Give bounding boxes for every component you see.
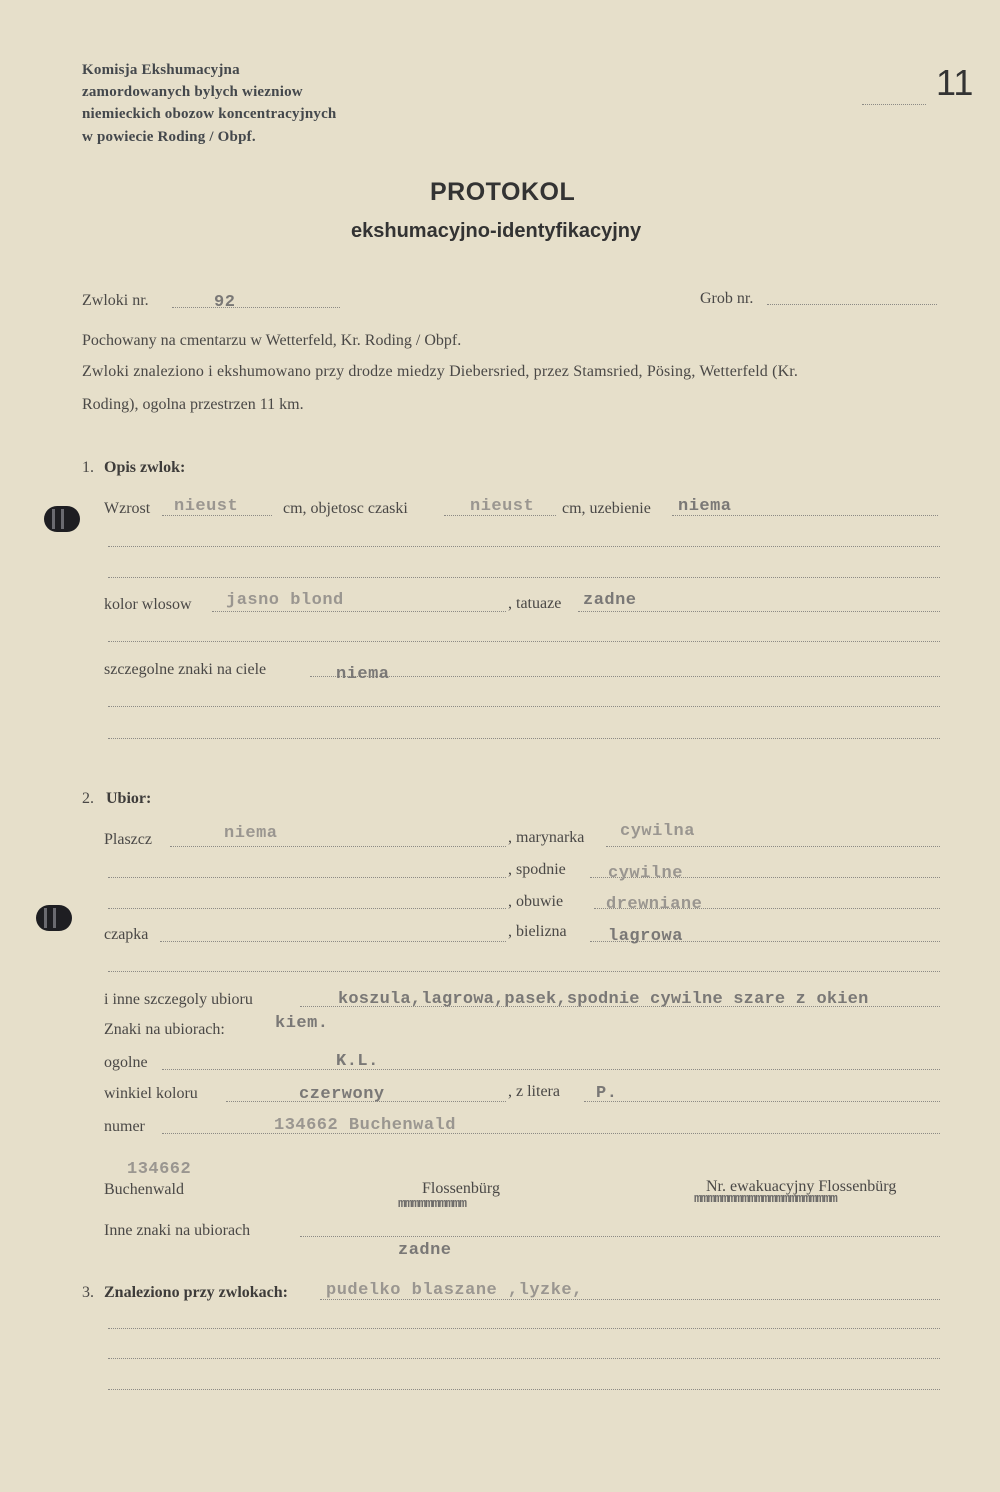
grob-field-line xyxy=(767,304,937,305)
skull-volume-value: nieust xyxy=(470,497,535,516)
shoes-label: , obuwie xyxy=(508,893,564,910)
letter-label: , z litera xyxy=(508,1083,560,1100)
section2-heading: Ubior: xyxy=(106,790,152,807)
commission-name-line3: niemieckich obozow koncentracyjnych xyxy=(82,106,337,122)
body-marks-value: niema xyxy=(336,665,390,684)
clothing-blank-line3 xyxy=(108,971,940,972)
page-title: PROTOKOL xyxy=(430,178,576,206)
jacket-field-line xyxy=(606,846,940,847)
other-clothing-marks-value: zadne xyxy=(398,1241,452,1260)
page-number: 11 xyxy=(936,62,974,103)
body-marks-label: szczegolne znaki na ciele xyxy=(104,661,267,678)
camp-name: Buchenwald xyxy=(104,1181,184,1198)
section1-blank-line5 xyxy=(108,738,940,739)
letter-value: P. xyxy=(596,1084,618,1103)
height-value: nieust xyxy=(174,497,239,516)
clothing-marks-label: Znaki na ubiorach: xyxy=(104,1021,225,1038)
clothing-blank-line2 xyxy=(108,908,506,909)
skull-volume-label: cm, objetosc czaski xyxy=(283,500,408,517)
camp-number-stamp: 134662 xyxy=(127,1160,192,1179)
hair-color-value: jasno blond xyxy=(226,591,344,610)
commission-name-line1: Komisja Ekshumacyjna xyxy=(82,62,240,78)
body-marks-field-line xyxy=(310,676,940,677)
section1-blank-line4 xyxy=(108,706,940,707)
clothing-marks-value: kiem. xyxy=(275,1014,329,1033)
number-value: 134662 Buchenwald xyxy=(274,1116,456,1135)
other-details-value: koszula,lagrowa,pasek,spodnie cywilne szare z okien xyxy=(338,990,869,1009)
section1-blank-line1 xyxy=(108,546,940,547)
section3-number: 3. xyxy=(82,1284,94,1301)
underwear-value: lagrowa xyxy=(608,927,683,946)
section2-number: 2. xyxy=(82,790,94,807)
section3-blank-line3 xyxy=(108,1389,940,1390)
flossenburg-label: Flossenbürg xyxy=(422,1180,500,1197)
height-label: Wzrost xyxy=(104,500,151,517)
punch-hole-top xyxy=(44,506,80,532)
general-marks-label: ogolne xyxy=(104,1054,148,1071)
zwloki-value: 92 xyxy=(214,293,236,312)
grob-label: Grob nr. xyxy=(700,290,754,307)
other-clothing-marks-field-line xyxy=(300,1236,940,1237)
tattoo-label: , tatuaze xyxy=(508,595,562,612)
coat-label: Plaszcz xyxy=(104,831,152,848)
jacket-label: , marynarka xyxy=(508,829,585,846)
commission-name-line4: w powiecie Roding / Obpf. xyxy=(82,129,256,145)
other-details-label: i inne szczegoly ubioru xyxy=(104,991,253,1008)
general-marks-field-line xyxy=(162,1069,940,1070)
cap-label: czapka xyxy=(104,926,149,943)
section1-blank-line2 xyxy=(108,577,940,578)
shoes-value: drewniane xyxy=(606,895,703,914)
section1-number: 1. xyxy=(82,459,94,476)
flossenburg-strikeout: mmmmmmmmmm xyxy=(398,1196,467,1211)
commission-name-line2: zamordowanych bylych wiezniow xyxy=(82,84,303,100)
zwloki-label: Zwloki nr. xyxy=(82,292,149,309)
page-subtitle: ekshumacyjno-identyfikacyjny xyxy=(351,220,642,242)
section3-blank-line2 xyxy=(108,1358,940,1359)
clothing-blank-line1 xyxy=(108,877,506,878)
punch-hole-bottom xyxy=(36,905,72,931)
found-items-value: pudelko blaszane ,lyzke, xyxy=(326,1281,583,1300)
tattoo-field-line xyxy=(578,611,940,612)
cap-field-line xyxy=(160,941,506,942)
section1-heading: Opis zwlok: xyxy=(104,459,186,476)
section3-heading: Znaleziono przy zwlokach: xyxy=(104,1284,288,1301)
found-location-line1: Zwloki znaleziono i ekshumowano przy drodze miedzy Diebersried, przez Stamsried, Pösing, Wetterfeld (Kr. xyxy=(82,363,799,380)
teeth-label: cm, uzebienie xyxy=(562,500,651,517)
triangle-color-label: winkiel koloru xyxy=(104,1085,198,1102)
letter-field-line xyxy=(584,1101,940,1102)
found-location-line2: Roding), ogolna przestrzen 11 km. xyxy=(82,396,304,413)
trousers-value: cywilne xyxy=(608,864,683,883)
coat-value: niema xyxy=(224,824,278,843)
hair-color-label: kolor wlosow xyxy=(104,596,192,613)
triangle-color-value: czerwony xyxy=(299,1085,385,1104)
zwloki-field-line xyxy=(172,307,340,308)
section3-blank-line1 xyxy=(108,1328,940,1329)
tattoo-value: zadne xyxy=(583,591,637,610)
trousers-label: , spodnie xyxy=(508,861,566,878)
evacuation-number-strikeout: mmmmmmmmmmmmmmmmmmmmm xyxy=(694,1191,837,1206)
burial-place-text: Pochowany na cmentarzu w Wetterfeld, Kr. Roding / Obpf. xyxy=(82,332,462,349)
page-number-underline xyxy=(862,104,926,105)
number-label: numer xyxy=(104,1118,145,1135)
coat-field-line xyxy=(170,846,506,847)
other-clothing-marks-label: Inne znaki na ubiorach xyxy=(104,1222,251,1239)
underwear-label: , bielizna xyxy=(508,923,567,940)
teeth-value: niema xyxy=(678,497,732,516)
jacket-value: cywilna xyxy=(620,822,695,841)
general-marks-value: K.L. xyxy=(336,1052,379,1071)
hair-color-field-line xyxy=(212,611,506,612)
section1-blank-line3 xyxy=(108,641,940,642)
evacuation-number-label: Nr. ewakuacyjny Flossenbürg xyxy=(706,1178,897,1195)
